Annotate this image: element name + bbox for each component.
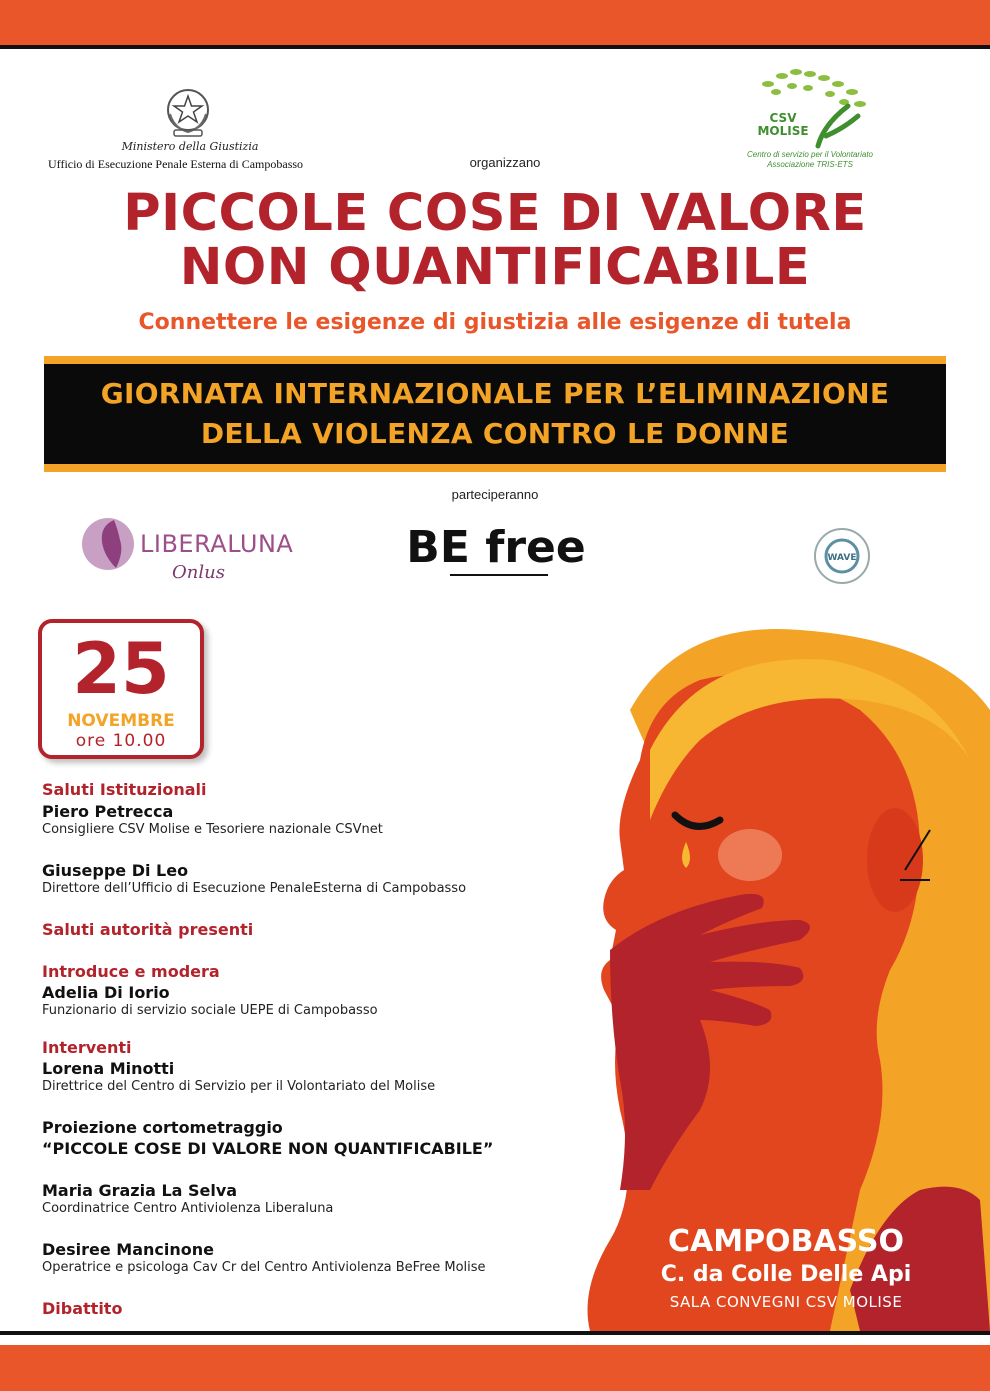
speaker-name: Adelia Di Iorio bbox=[42, 983, 170, 1002]
bottom-orange-band bbox=[0, 1345, 990, 1391]
section-heading: Saluti Istituzionali bbox=[42, 780, 207, 799]
section-heading: Dibattito bbox=[42, 1299, 123, 1318]
liberaluna-name: LIBERALUNA bbox=[140, 530, 294, 558]
speaker-name: Lorena Minotti bbox=[42, 1059, 175, 1078]
program-item: Proiezione cortometraggio bbox=[42, 1118, 283, 1137]
speaker-name: Giuseppe Di Leo bbox=[42, 861, 189, 880]
venue-city: CAMPOBASSO bbox=[667, 1224, 905, 1259]
subtitle: Connettere le esigenze di giustizia alle esigenze di tutela bbox=[138, 310, 852, 335]
participants-label: parteciperanno bbox=[451, 487, 539, 502]
organizers-label: organizzano bbox=[469, 155, 541, 170]
speaker-name: Maria Grazia La Selva bbox=[42, 1181, 238, 1200]
event-month: NOVEMBRE bbox=[67, 711, 175, 731]
speaker-role: Operatrice e psicologa Cav Cr del Centro Antiviolenza BeFree Molise bbox=[42, 1260, 486, 1275]
speaker-role: Funzionario di servizio sociale UEPE di Campobasso bbox=[42, 1003, 378, 1018]
ministry-name: Ministero della Giustizia bbox=[121, 140, 259, 153]
venue-place: C. da Colle Delle Api bbox=[660, 1262, 912, 1287]
speaker-role: Coordinatrice Centro Antiviolenza Liberaluna bbox=[42, 1201, 334, 1216]
csv-logo-subtitle: Centro di servizio per il Volontariato Associazione TRIS-ETS bbox=[747, 150, 873, 169]
banner-top-stripe bbox=[44, 356, 946, 364]
italian-emblem-icon bbox=[160, 84, 216, 140]
befree-logo bbox=[406, 522, 586, 584]
main-title: PICCOLE COSE DI VALORE NON QUANTIFICABILE bbox=[123, 184, 867, 297]
section-heading: Introduce e modera bbox=[42, 962, 220, 981]
office-name: Ufficio di Esecuzione Penale Esterna di Campobasso bbox=[48, 157, 304, 171]
woman-illustration bbox=[500, 590, 990, 1331]
program-item: “PICCOLE COSE DI VALORE NON QUANTIFICABILE” bbox=[42, 1139, 494, 1158]
befree-logo-text: BE free bbox=[406, 522, 586, 573]
section-heading: Saluti autorità presenti bbox=[42, 920, 254, 939]
section-heading: Interventi bbox=[42, 1038, 132, 1057]
event-date-box bbox=[38, 619, 204, 759]
top-orange-band bbox=[0, 0, 990, 45]
top-black-line bbox=[0, 45, 990, 49]
bottom-black-line bbox=[0, 1331, 990, 1335]
event-time: ore 10.00 bbox=[75, 731, 167, 751]
day-banner: GIORNATA INTERNAZIONALE PER L’ELIMINAZIONE DELLA VIOLENZA CONTRO LE DONNE bbox=[44, 364, 946, 464]
speaker-name: Piero Petrecca bbox=[42, 802, 174, 821]
event-day: 25 bbox=[72, 628, 170, 710]
liberaluna-face-icon bbox=[80, 512, 136, 576]
wave-network-logo bbox=[812, 526, 872, 586]
wave-logo-text: WAVE bbox=[827, 553, 857, 563]
speaker-role: Consigliere CSV Molise e Tesoriere nazionale CSVnet bbox=[42, 822, 383, 837]
csv-logo-text: CSV MOLISE bbox=[757, 111, 809, 138]
speaker-role: Direttrice del Centro di Servizio per il Volontariato del Molise bbox=[42, 1079, 436, 1094]
speaker-role: Direttore dell’Ufficio di Esecuzione PenaleEsterna di Campobasso bbox=[42, 881, 467, 896]
liberaluna-onlus: Onlus bbox=[172, 562, 225, 583]
venue-hall: SALA CONVEGNI CSV MOLISE bbox=[669, 1293, 903, 1311]
banner-bottom-stripe bbox=[44, 464, 946, 472]
speaker-name: Desiree Mancinone bbox=[42, 1240, 215, 1259]
